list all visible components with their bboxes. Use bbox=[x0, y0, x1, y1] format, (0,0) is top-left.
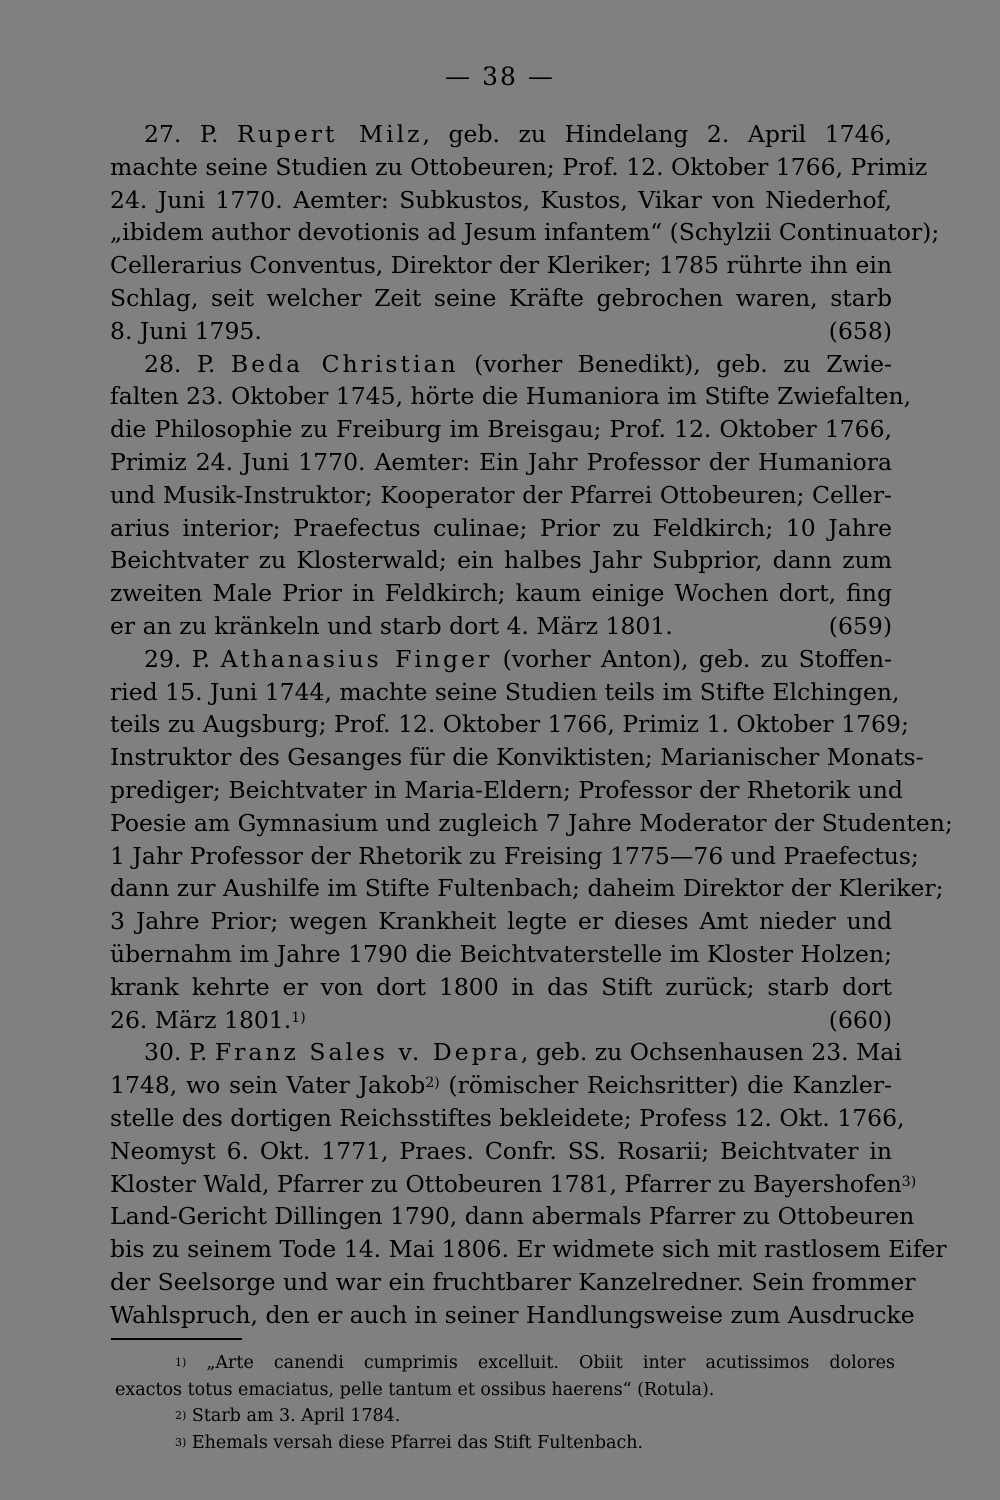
footnote-divider bbox=[111, 1338, 242, 1340]
entry-line: teils zu Augsburg; Prof. 12. Oktober 1766, Primiz 1. Oktober 1769; bbox=[110, 710, 909, 739]
entry-line: „ibidem author devotionis ad Jesum infantem“ (Schylzii Continuator); bbox=[110, 218, 940, 247]
person-name: Rupert Milz bbox=[237, 120, 423, 148]
footnotes bbox=[115, 1350, 895, 1456]
entry-line: Cellerarius Conventus, Direktor der Kleriker; 1785 rührte ihn ein bbox=[110, 251, 892, 280]
entry-line: Instruktor des Gesanges für die Konviktisten; Marianischer Monats- bbox=[110, 743, 924, 772]
entry-line: 29. P. Athanasius Finger (vorher Anton), geb. zu Stoffen- bbox=[144, 644, 892, 673]
person-name: Athanasius Finger bbox=[220, 644, 493, 673]
entry-line: Schlag, seit welcher Zeit seine Kräfte gebrochen waren, starb bbox=[110, 283, 892, 312]
entry-line: Kloster Wald, Pfarrer zu Ottobeuren 1781, Pfarrer zu Bayershofen$^{3)}$ bbox=[110, 1169, 917, 1198]
body-text bbox=[110, 118, 953, 1331]
entry-30 bbox=[110, 1036, 947, 1331]
entry-line: die Philosophie zu Freiburg im Breisgau; Prof. 12. Oktober 1766, bbox=[110, 415, 892, 444]
person-name: Franz Sales v. Depra bbox=[214, 1038, 521, 1067]
reference-number: (659) bbox=[828, 611, 892, 640]
entry-line: Primiz 24. Juni 1770. Aemter: Ein Jahr Professor der Humaniora bbox=[110, 447, 892, 476]
entry-line: 24. Juni 1770. Aemter: Subkustos, Kustos, Vikar von Niederhof, bbox=[110, 185, 892, 214]
entry-line: machte seine Studien zu Ottobeuren; Prof. 12. Oktober 1766, Primiz bbox=[110, 152, 928, 181]
entry-line: 8. Juni 1795. (658) bbox=[110, 315, 892, 348]
entry-line: 30. P. Franz Sales v. Depra, geb. zu Ochsenhausen 23. Mai bbox=[144, 1038, 902, 1067]
entry-line: dann zur Aushilfe im Stifte Fultenbach; daheim Direktor der Kleriker; bbox=[110, 874, 944, 903]
entry-28 bbox=[110, 348, 912, 643]
entry-line: arius interior; Praefectus culinae; Prior zu Feldkirch; 10 Jahre bbox=[110, 513, 892, 542]
footnote-1: $^{1)}$ „Arte canendi cumprimis excelluit. Obiit inter acutissimos dolores bbox=[175, 1353, 895, 1373]
entry-line: Land-Gericht Dillingen 1790, dann abermals Pfarrer zu Ottobeuren bbox=[110, 1202, 915, 1231]
entry-line: ried 15. Juni 1744, machte seine Studien teils im Stifte Elchingen, bbox=[110, 677, 900, 706]
entry-line: 27. P. Rupert Milz, geb. zu Hindelang 2. April 1746, bbox=[144, 120, 892, 148]
entry-line: stelle des dortigen Reichsstiftes bekleidete; Profess 12. Okt. 1766, bbox=[110, 1103, 905, 1132]
entry-29 bbox=[110, 643, 953, 1037]
entry-line: 1 Jahr Professor der Rhetorik zu Freising 1775—76 und Praefectus; bbox=[110, 841, 919, 870]
reference-number: (658) bbox=[828, 316, 892, 345]
entry-line: und Musik-Instruktor; Kooperator der Pfarrei Ottobeuren; Celler- bbox=[110, 480, 892, 509]
footnote-3: $^{3)}$ Ehemals versah diese Pfarrei das Stift Fultenbach. bbox=[175, 1432, 644, 1453]
footnote-marker: 1) bbox=[291, 1009, 306, 1026]
footnote-marker: 3) bbox=[175, 1435, 187, 1449]
entry-27 bbox=[110, 118, 940, 348]
entry-line: der Seelsorge und war ein fruchtbarer Kanzelredner. Sein frommer bbox=[110, 1267, 916, 1296]
entry-line: Wahlspruch, den er auch in seiner Handlungsweise zum Ausdrucke bbox=[110, 1300, 915, 1329]
entry-line: Poesie am Gymnasium und zugleich 7 Jahre Moderator der Studenten; bbox=[110, 808, 953, 837]
entry-line: bis zu seinem Tode 14. Mai 1806. Er widmete sich mit rastlosem Eifer bbox=[110, 1235, 947, 1264]
entry-line: 28. P. Beda Christian (vorher Benedikt), geb. zu Zwie- bbox=[144, 349, 892, 378]
entry-line: übernahm im Jahre 1790 die Beichtvaterstelle im Kloster Holzen; bbox=[110, 939, 892, 968]
reference-number: (660) bbox=[828, 1005, 892, 1034]
page-number: — 38 — bbox=[445, 62, 555, 91]
entry-line: Beichtvater zu Klosterwald; ein halbes Jahr Subprior, dann zum bbox=[110, 546, 892, 575]
entry-line: falten 23. Oktober 1745, hörte die Humaniora im Stifte Zwiefalten, bbox=[110, 382, 912, 411]
entry-line: 3 Jahre Prior; wegen Krankheit legte er dieses Amt nieder und bbox=[110, 907, 892, 936]
footnote-1-continued: exactos totus emaciatus, pelle tantum et ossibus haerens“ (Rotula). bbox=[115, 1379, 715, 1400]
entry-line: 1748, wo sein Vater Jakob$^{2)}$ (römischer Reichsritter) die Kanzler- bbox=[110, 1071, 893, 1100]
footnote-marker: 3) bbox=[901, 1173, 917, 1190]
entry-line: zweiten Male Prior in Feldkirch; kaum einige Wochen dort, fing bbox=[110, 579, 892, 608]
entry-line: prediger; Beichtvater in Maria-Eldern; Professor der Rhetorik und bbox=[110, 775, 903, 804]
entry-line: 26. März 1801.$^{1)}$ (660) bbox=[110, 1004, 892, 1037]
entry-line: er an zu kränkeln und starb dort 4. März 1801. (659) bbox=[110, 610, 892, 643]
entry-line: krank kehrte er von dort 1800 in das Stift zurück; starb dort bbox=[110, 972, 892, 1001]
entry-line: Neomyst 6. Okt. 1771, Praes. Confr. SS. Rosarii; Beichtvater in bbox=[110, 1136, 892, 1165]
person-name: Beda Christian bbox=[230, 349, 459, 378]
footnote-2: $^{2)}$ Starb am 3. April 1784. bbox=[175, 1406, 401, 1426]
footnote-marker: 2) bbox=[425, 1075, 440, 1092]
footnote-marker: 1) bbox=[175, 1356, 187, 1369]
footnote-marker: 2) bbox=[175, 1409, 187, 1422]
